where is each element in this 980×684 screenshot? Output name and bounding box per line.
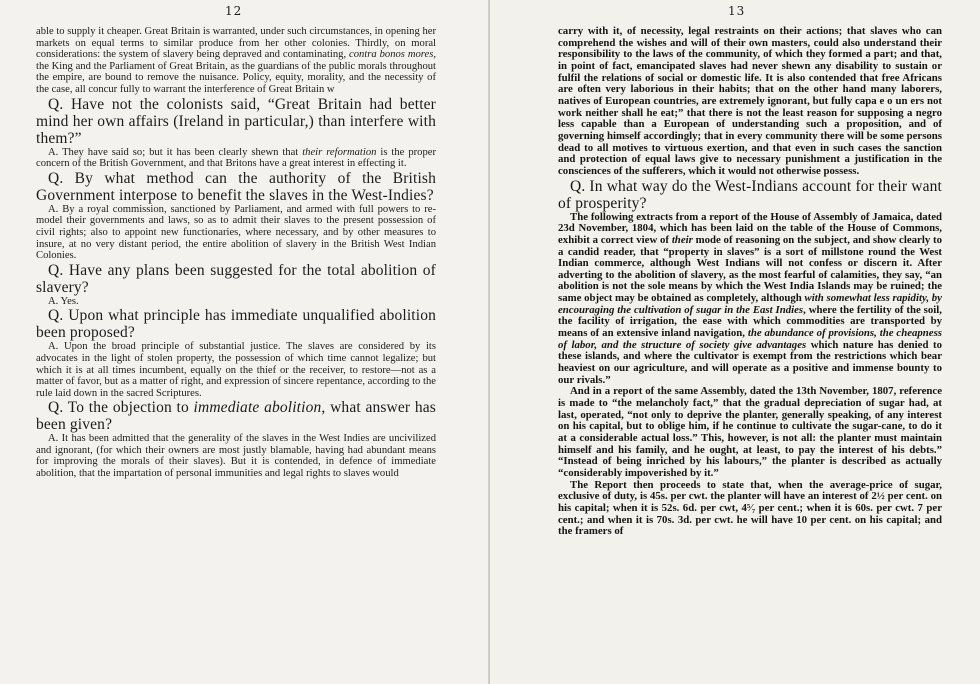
italic-phrase: immediate abolition (193, 399, 322, 417)
intro-paragraph: carry with it, of necessity, legal restraints on their actions; that slaves who can comprehend the wishes and will of their own masters, could also understand their responsibility to the laws of the community, of which they formed a part; and that, in point of fact, emancipated slaves had never shewn any disability to sustain or fulfil the relations of social or domestic life. It is also contended that free Africans are often very laborious in their habits; that on the other hand many laborers, natives of European countries, are extremely ignorant, but fully capa e o un ers not work neither shall he eat;” that there is not the least reason for supposing a negro less capable than a European of understanding such a proposition, and of governing himself accordingly; that in every community there will be some persons dead to all motives to virtuous exertion, and that even in such cases the sanction and protection of equal laws give to necessary punishment a justification in the consciences of the sufferers, which it would not otherwise possess. (558, 25, 942, 177)
answer: A. It has been admitted that the generality of the slaves in the West Indies are uncivilized and ignorant, (for which their owners are most justly blamable, having had abundant means for improving the morals of their slaves). But it is contended, in defence of immediate abolition, that the impartation of personal immunities and legal rights to slaves would (36, 433, 436, 480)
question: Q. Have not the colonists said, “Great Britain had better mind her own affairs (Ireland in particular,) than interfere with them?” (36, 95, 436, 147)
page-number: 12 (225, 4, 243, 18)
right-text-column (558, 26, 942, 538)
right-page (490, 0, 980, 684)
page-number: 13 (728, 4, 746, 18)
italic-phrase: their (671, 233, 693, 246)
answer: And in a report of the same Assembly, dated the 13th November, 1807, reference is made to “the melancholy fact,” that the gradual depreciation of sugar had, at last, operated, “not only to deprive the planter, generally speaking, of any interest on his capital, but to oblige him, if he continue to cultivate the sugar-cane, to do it at a considerable actual loss.” This, however, is not all: the planter must maintain himself and his family, and he ought, at least, to pay the interest of his debts.” “Instead of being inriched by his labours,” the planter is described as actually “considerably impoverished by it.” (558, 385, 942, 479)
italic-phrase: with somewhat less rapidity, by encouraging the cultivation of sugar in the East Indies (558, 292, 942, 316)
left-text-column (36, 26, 436, 480)
question: Q. Upon what principle has immediate unqualified abolition been proposed? (36, 307, 436, 342)
italic-phrase: contra bonos mores (349, 49, 434, 61)
answer: A. They have said so; but it has been clearly shewn that their reformation is the proper concern of the British Government, and that Britons have a great interest in effecting it. (36, 146, 436, 170)
answer: A. Yes. (48, 295, 79, 307)
answer: A. Upon the broad principle of substantial justice. The slaves are considered by its advocates in the light of stolen property, the possession of which time cannot legalize; but which it is at all times incumbent, equally on the thief or the receiver, to restore—not as a matter of favor, but as a matter of right, and expression of sincere repentance, according to the rule laid down in the sacred Scriptures. (36, 341, 436, 399)
answer: The following extracts from a report of the House of Assembly of Jamaica, dated 23d November, 1804, which has been laid on the table of the House of Commons, exhibit a correct view of their mode of reasoning on the subject, and show clearly to a candid reader, that “property in slaves” is a sort of millstone round the West Indian commerce, although West Indians will not confess or discern it. After adverting to the abolition of slavery, as the most fearful of calamities, they say, “an abolition is not the sole means by which the West India Islands may be ruined; the same object may be obtained as completely, although with somewhat less rapidity, by encouraging the cultivation of sugar in the East Indies, where the fertility of the soil, the facility of irrigation, the ease with which commodities are transported by means of an extensive inland navigation, the abundance of provisions, the cheapness of labor, and the structure of society give advantages which nature has denied to these islands, and where the cultivator is exempt from the restrictions which bear heaviest on our agriculture, and will operate as a positive and immense bounty to our rivals.” (558, 210, 942, 386)
question: Q. To the objection to immediate abolition, what answer has been given? (36, 399, 436, 434)
question: Q. In what way do the West-Indians account for their want of prosperity? (558, 177, 942, 212)
italic-phrase: their reformation (302, 146, 377, 158)
answer: A. By a royal commission, sanctioned by Parliament, and armed with full powers to re-model their governments and laws, so as to admit their slaves to the present possession of civil rights; also to appoint new functionaries, where necessary, and by other measures to insure, at no very distant period, the entire abolition of slavery in the British West Indian Colonies. (36, 203, 436, 262)
intro-paragraph: able to supply it cheaper. Great Britain is warranted, under such circumstances, in opening her markets on equal terms to similar produce from her other colonies. Thirdly, on moral considerations: the system of slavery being depraved and contaminating, contra bonos mores, the King and the Parliament of Great Britain, as the guardians of the public morals throughout the empire, are bound to remove the nuisance. Policy, equity, morality, and the necessity of the case, all concur fully to warrant the interference of Great Britain w (36, 26, 436, 95)
answer: The Report then proceeds to state that, when the average-price of sugar, exclusive of duty, is 45s. per cwt. the planter will have an interest of 2½ per cent. on his capital; when it is 52s. 6d. per cwt, 4⁵⁄₇ per cent.; when it is 60s. per cwt. 7 per cent.; and when it is 70s. 3d. per cwt. he will have 10 per cent. on his capital; and the framers of (558, 478, 942, 538)
question: Q. Have any plans been suggested for the total abolition of slavery? (36, 261, 436, 296)
italic-phrase: the abundance of provisions, the cheapness of labor, and the structure of society give advantages (558, 327, 942, 351)
question: Q. By what method can the authority of the British Government interpose to benefit the slaves in the West-Indies? (36, 169, 436, 204)
